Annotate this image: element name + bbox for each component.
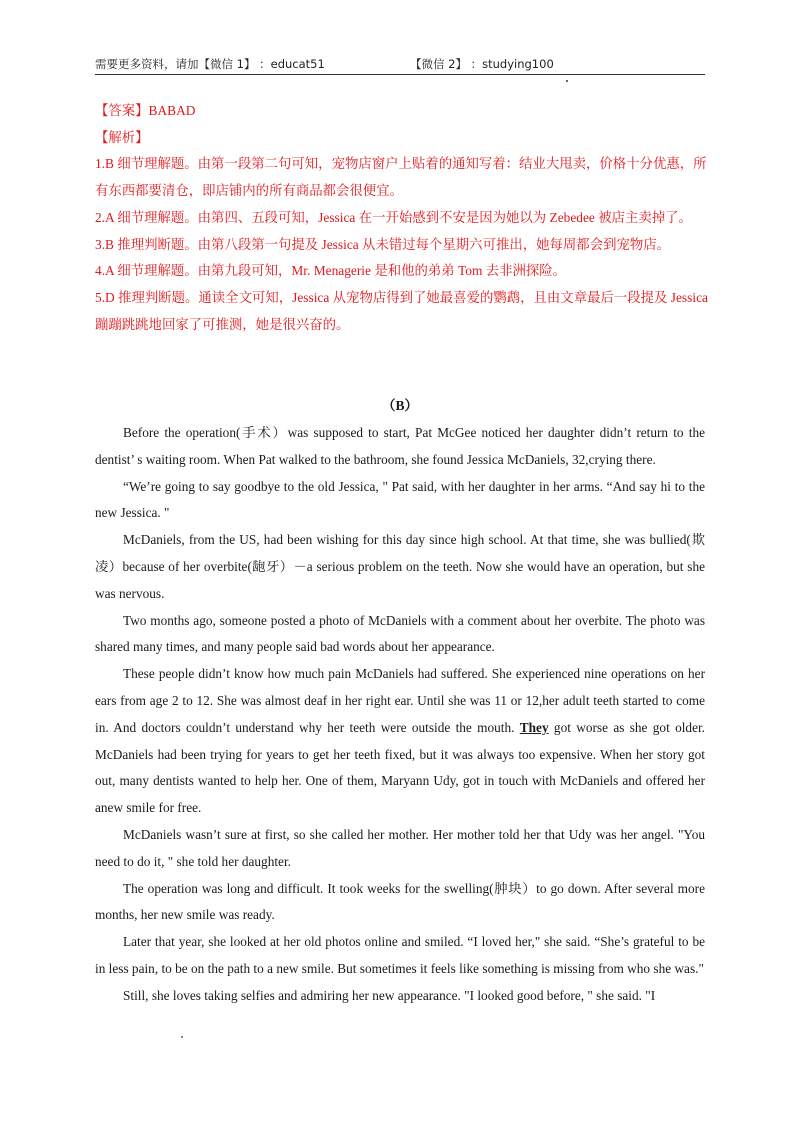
paragraph-8: Later that year, she looked at her old photos online and smiled. “I loved her," she said. “She’s grateful to be in less pain, to be on the path to a new smile. But sometimes it feels like something is missing from who she was." — [95, 934, 705, 976]
analysis-item-3: 3.B 推理判断题。由第八段第一句提及 Jessica 从未错过每个星期六可推出，她每周都会到宠物店。 — [95, 236, 671, 252]
analysis-label: 【解析】 — [95, 129, 149, 145]
header-wechat-1: 需要更多资料，请加【微信 1】 ：educat51 — [95, 57, 325, 71]
analysis-item-2: 2.A 细节理解题。由第四、五段可知，Jessica 在一开始感到不安是因为她以为 Zebedee 被店主卖掉了。 — [95, 209, 692, 225]
reading-passage — [95, 420, 705, 1010]
analysis-item-4: 4.A 细节理解题。由第九段可知，Mr. Menagerie 是和他的弟弟 Tom 去非洲探险。 — [95, 263, 567, 279]
paragraph-2: “We’re going to say goodbye to the old Jessica, " Pat said, with her daughter in her arms. “And say hi to the new Jessica. " — [95, 478, 705, 521]
header-wechat-2: 【微信 2】 ：studying100 — [410, 57, 554, 71]
paragraph-5 — [95, 661, 705, 822]
header-dot — [566, 80, 568, 82]
analysis-item-5: 5.D 推理判断题。通读全文可知，Jessica 从宠物店得到了她最喜爱的鹦鹉，且由文章最后一段提及 Jessica 蹦蹦跳跳地回家了可推测，她是很兴奋的。 — [95, 289, 708, 332]
underlined-word: They — [519, 719, 549, 735]
analysis-item-1: 1.B 细节理解题。由第一段第二句可知，宠物店窗户上贴着的通知写着：结业大甩卖，价格十分优惠，所有东西都要清仓，即店铺内的所有商品都会很便宜。 — [95, 156, 707, 199]
page-header — [95, 56, 705, 74]
paragraph-7: The operation was long and difficult. It took weeks for the swelling(肿块）to go down. After several more months, her new smile was ready. — [95, 880, 705, 923]
section-title: （B） — [381, 398, 418, 413]
paragraph-1: Before the operation(手术）was supposed to start, Pat McGee noticed her daughter didn’t return to the dentist’ s waiting room. When Pat walked to the bathroom, she found Jessica McDaniels, 32,crying there. — [95, 425, 705, 467]
answer-section — [95, 98, 710, 338]
paragraph-9: Still, she loves taking selfies and admiring her new appearance. "I looked good before, " she said. "I — [123, 987, 656, 1003]
paragraph-6: McDaniels wasn’t sure at first, so she called her mother. Her mother told her that Udy was her angel. "You need to do it, " she told her daughter. — [95, 826, 705, 869]
paragraph-3: McDaniels, from the US, had been wishing for this day since high school. At that time, she was bullied(欺凌）because of her overbite(龅牙）－a serious problem on the teeth. Now she would have an operation, but she was nervous. — [95, 532, 705, 601]
footer-dot — [181, 1036, 183, 1038]
paragraph-4: Two months ago, someone posted a photo of McDaniels with a comment about her overbite. The photo was shared many times, and many people said bad words about her appearance. — [95, 612, 705, 655]
answer-key: 【答案】BABAD — [95, 103, 196, 118]
paragraph-5-part-2: got worse as she got older. McDaniels had been trying for years to get her teeth fixed, but it was always too expensive. When her story got out, many dentists wanted to help her. One of them, Maryann Udy, got in touch with McDaniels and offered her anew smile for free. — [95, 719, 705, 816]
header-divider — [95, 74, 705, 75]
paragraph-5-part-1: These people didn’t know how much pain McDaniels had suffered. She experienced nine operations on her ears from age 2 to 12. She was almost deaf in her right ear. Until she was 11 or 12,her adult teeth started to come in. And doctors couldn’t understand why her teeth were outside the mouth. — [95, 666, 705, 735]
